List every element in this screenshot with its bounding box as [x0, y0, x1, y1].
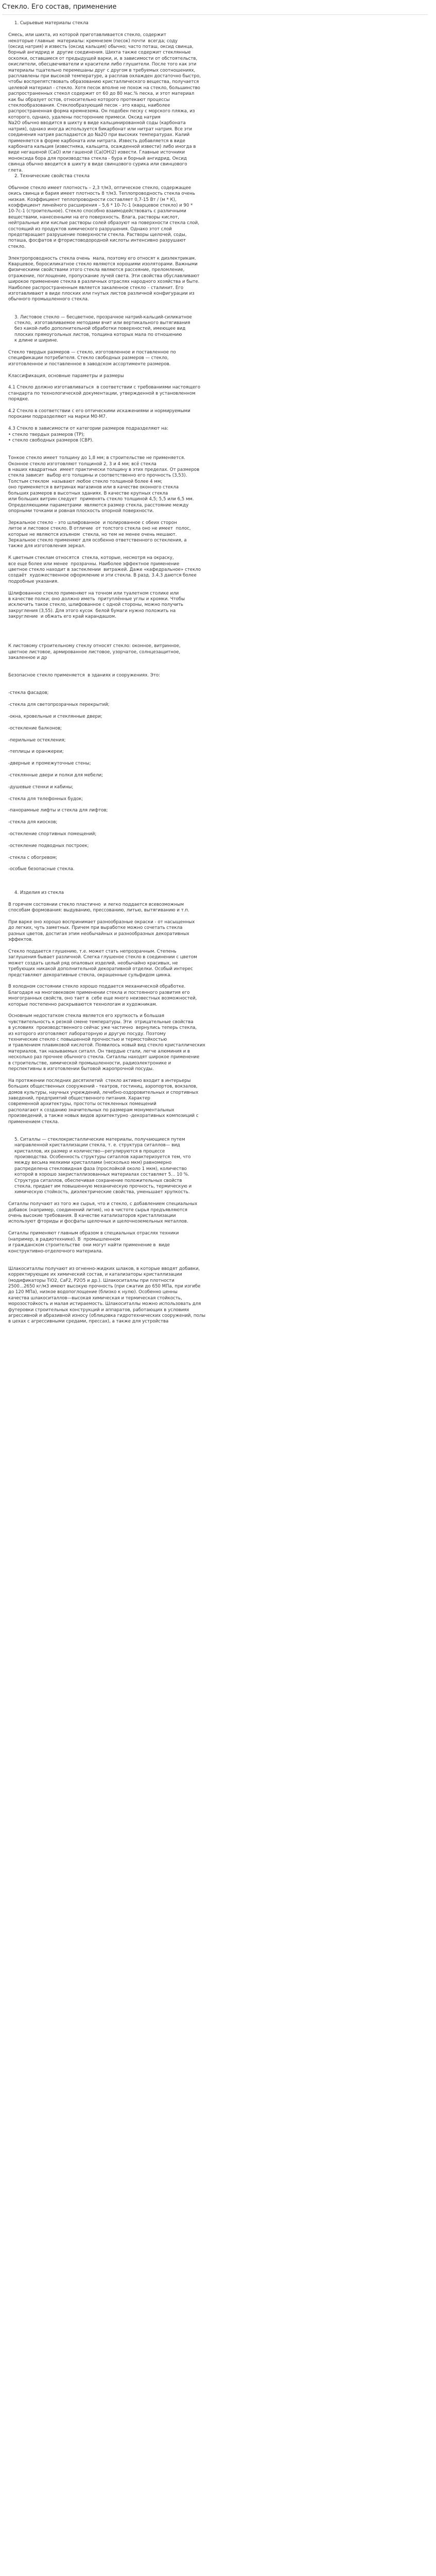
paragraph	[8, 1078, 428, 1125]
text-line: больших размеров в высотных зданиях. В качестве крупных стекла	[8, 490, 168, 496]
paragraph	[8, 984, 428, 1008]
text-line: современной архитектуры, простоты остекленных помещений	[8, 1101, 156, 1107]
paragraph	[8, 738, 428, 743]
text-line: На протяжении последних десятилетий стекло активно входит в интерьеры	[8, 1078, 191, 1083]
text-line: эффектов.	[8, 937, 33, 943]
text-line: порядке.	[8, 397, 29, 402]
text-line: -особые безопасные стекла.	[8, 867, 75, 872]
text-line: низкая. Коэффициент теплопроводности составляет 0,7-15 Вт / (м * К),	[8, 197, 177, 202]
blank-line	[8, 790, 428, 796]
text-line: целевой материал - стекло. Хотя песок вполне не похож на стекло, большинство	[8, 85, 200, 91]
text-line: в цехах с агрессивными средами, прессах), а также для устройства	[8, 1319, 169, 1325]
text-line: Смесь, или шихта, из которой приготавливается стекло, содержит	[8, 32, 166, 38]
text-line: виде негашеной (CaO) или гашеной (Ca(OH)2) извести. Главные источники	[8, 150, 185, 156]
blank-line	[8, 626, 428, 632]
text-line: чувствительность к резкой смене температуры. Эти отрицательные свойства	[8, 1019, 194, 1025]
text-line: изготовленное и поставленное в заводском ассортименте размеров.	[8, 361, 171, 367]
text-line: направленной кристаллизации стекла, т. е. структура ситаллов— вид	[14, 1143, 180, 1148]
text-line: закругления (3,55). Для этого кусок белой бумаги нужно положить на	[8, 608, 176, 614]
text-line: до 120 МПа), низкое водопоглощение (близко к нулю). Особенно ценны	[8, 1290, 178, 1295]
blank-line	[8, 403, 428, 409]
text-line: Наиболее распространенным является закаленное стекло – сталинит. Его	[8, 285, 184, 291]
text-line: 1. Сырьевые материалы стекла	[14, 21, 89, 26]
text-line: заглушения бывает различной. Слегка глушеное стекло в соединении с цветом	[8, 955, 197, 960]
text-line: как бы образует остов, относительно которого протекают процессы	[8, 97, 170, 103]
text-line: заведений, предприятий общественного питания. Характер	[8, 1096, 150, 1101]
text-line: конструктивно-отделочного материала.	[8, 1248, 103, 1254]
text-line: технические стекло с повышенной прочностью и термостойкостью	[8, 1037, 167, 1042]
paragraph	[8, 702, 428, 708]
text-line: -стекла с обогревом;	[8, 855, 58, 860]
text-line: -остекление спортивных помещений;	[8, 831, 97, 837]
text-line: стеклообразования. Стеклообразующий песок - это кварц, наиболее	[8, 103, 170, 109]
text-line: широкое применение стекла в различных отраслях народного хозяйства и быте.	[8, 279, 200, 285]
text-line: К листовому строительному стеклу относят стекло: оконное, витринное,	[8, 643, 181, 649]
paragraph	[8, 773, 428, 778]
text-line: Толстым стеклом называют любое стекло толщиной более 4 мм;	[8, 479, 163, 484]
blank-line	[8, 514, 428, 520]
text-line: • стекло твердых размеров (ТР);	[8, 432, 85, 437]
text-line: нейтральные или кислые растворы солей образуют на поверхности стекла слой,	[8, 221, 199, 226]
blank-line	[8, 878, 428, 884]
paragraph	[8, 808, 428, 814]
text-line: домов культуры, научных учреждений, лечебно-оздоровительных и спортивных	[8, 1090, 199, 1095]
text-line: цветное листовое, армированное листовое, узорчатое, солнцезащитное,	[8, 649, 181, 655]
text-line: качества шлакоситаллов—высокая химическая и термическая стойкость,	[8, 1295, 182, 1301]
text-line: применяется в форме карбоната или нитрата. Известь добавляется в виде	[8, 138, 185, 144]
text-line: Ситаллы применяют главным образом в специальных отраслях техники	[8, 1231, 179, 1236]
blank-line	[8, 837, 428, 843]
text-line: (например, в радиотехнике). В промышленном	[8, 1236, 120, 1242]
text-line: футеровки строительных конструкций и аппаратов, работающих в условиях	[8, 1307, 189, 1313]
text-line: распространенная форма кремнезема. Он подобен песку с морского пляжа, из	[8, 109, 195, 114]
text-line: 4.3 Стекло в зависимости от категории размеров подразделяют на:	[8, 426, 168, 432]
text-line: к длине и ширине.	[14, 338, 59, 344]
blank-line	[8, 708, 428, 714]
text-line: материалы тщательно перемешаны друг с другом в требуемых соотношениях,	[8, 67, 196, 73]
document-body	[8, 15, 428, 1325]
text-line: в строительстве, химической промышленности, радиоэлектронике и	[8, 1060, 171, 1066]
text-line: и гражданском строительстве они могут найти применение в виде	[8, 1243, 170, 1248]
text-line: до легких, чуть заметных. Причем при выработке можно сочетать стекла	[8, 925, 183, 931]
text-line: стекло.	[8, 244, 26, 249]
blank-line	[8, 27, 428, 32]
text-line: 2. Технические свойства стекла	[14, 173, 90, 179]
text-line: производства. Особенность структуры ситаллов характеризуется тем, что	[14, 1155, 191, 1160]
text-line: очень высокие требования. В качестве катализаторов кристаллизации	[8, 1213, 176, 1219]
text-line: -стекла для светопрозрачных перекрытий;	[8, 702, 110, 708]
text-line: морозостойкость и малая истираемость. Шлакоситаллы можно использовать для	[8, 1301, 201, 1307]
paragraph	[8, 520, 428, 550]
text-line: стекло, изготавливаемое методами вчит или вертикального вытягивания	[14, 320, 190, 326]
text-line: -окна, кровельные и стеклянные двери;	[8, 714, 102, 719]
text-line: 3. Листовое стекло — бесцветное, прозрачное натрий-кальций-силикатное	[14, 314, 192, 320]
text-line: все еще более или менее прозрачны. Наиболее эффектное применение	[8, 561, 180, 567]
blank-line	[8, 913, 428, 919]
text-line: исключить такое стекло, шлифованное с одной стороны, можно получить	[8, 602, 183, 608]
text-line: При варке оно хорошо воспринимает разнообразные окраски - от насыщенных	[8, 919, 195, 925]
text-line: Оконное стекло изготовляют толщиной 2, 3 и 4 мм; всё стекла	[8, 461, 156, 467]
text-line: оно применяется в витринах магазинов или в качестве оконного стекла	[8, 485, 179, 490]
text-line: карбоната кальция (известняка, кальцита, осажденной извести) либо иногда в	[8, 144, 196, 149]
text-line: пороками подразделяют на марки М0-М7.	[8, 414, 107, 420]
paragraph	[8, 315, 428, 344]
text-line: плоских прямоугольных листов, толщина которых мала по отношению	[14, 332, 182, 337]
paragraph	[8, 690, 428, 696]
text-line: больших общественных сооружений - театров, гостиниц, аэропортов, вокзалов,	[8, 1084, 198, 1090]
blank-line	[8, 896, 428, 902]
paragraph	[8, 455, 428, 514]
blank-line	[8, 1008, 428, 1013]
paragraph	[8, 890, 428, 896]
text-line: Безопасное стекло применяется в зданиях и сооружениях. Это:	[8, 673, 161, 679]
text-line: применением стекла.	[8, 1119, 59, 1125]
text-line: Ситаллы получают из того же сырья, что и стекло, с добавлением специальных	[8, 1201, 198, 1207]
text-line: -душевые стенки и кабины;	[8, 784, 74, 790]
text-line: (модификаторы TiO2, CaF2, P2O5 и др.). Шлакоситаллы при плотности	[8, 1278, 175, 1283]
page-title: Стекло. Его состав, применение	[2, 3, 428, 15]
paragraph	[8, 843, 428, 849]
text-line: литое и листовое стекло. В отличие от толстого стекла оно не имеет полос,	[8, 526, 191, 532]
text-line: спецификации потребителя. Стекло свободных размеров — стекло,	[8, 355, 169, 361]
paragraph	[8, 426, 428, 444]
blank-line	[8, 1125, 428, 1131]
text-line: располагают к созданию значительных по размерам монументальных	[8, 1107, 175, 1113]
text-line: В холодном состоянии стекло хорошо поддается механической обработке.	[8, 984, 186, 990]
text-line: агрессивной и абразивной износу (облицовка гидротехнических сооружений, полы	[8, 1313, 205, 1318]
text-line: распределена стекловидная фаза (прослойкой около 1 мкм), количество	[14, 1166, 187, 1172]
text-line: распространенных стекол содержит от 60 до 80 мас.% песка, и этот материал	[8, 91, 195, 97]
paragraph	[8, 832, 428, 837]
text-line: Зеркальное стекло – это шлифованное и полированное с обеих сторон	[8, 520, 177, 526]
blank-line	[8, 743, 428, 749]
blank-line	[8, 450, 428, 455]
paragraph	[8, 374, 428, 379]
text-line: физическими свойствами этого стекла являются рассеяние, преломление,	[8, 267, 185, 273]
blank-line	[8, 420, 428, 426]
text-line: -стеклянные двери и полки для мебели;	[8, 772, 103, 778]
text-line: 2500...2650 кг/м3 имеют высокую прочность (при сжатии до 650 МПа, при изгибе	[8, 1283, 201, 1289]
text-line: способам формования: выдуванию, прессованию, литью, вытягиванию и т.п.	[8, 908, 189, 913]
text-line: Na2O обычно вводится в шихту в виде кальцинированной соды (карбоната	[8, 121, 186, 126]
text-line: • стекло свободных размеров (СВР).	[8, 438, 94, 444]
paragraph	[8, 591, 428, 620]
text-line: В горячем состоянии стекло пластично и легко поддается всевозможным	[8, 902, 184, 907]
text-line: поташа, фосфатов и фтористоводородной кислоты интенсивно разрушают	[8, 238, 186, 244]
text-line: разных цветов, достигая этим необычайных и разнообразных декоративных	[8, 931, 189, 937]
blank-line	[8, 679, 428, 685]
text-line: Стекло поддается глушению, т.е. может стать непрозрачным. Степень	[8, 948, 177, 954]
text-line: химическую стойкость, диэлектрические свойства, уменьшает хрупкость.	[14, 1190, 190, 1195]
blank-line	[8, 367, 428, 373]
text-line: перспективны в изготовлении бытовой жаропрочной посуды.	[8, 1066, 154, 1072]
paragraph	[8, 761, 428, 767]
paragraph	[8, 1013, 428, 1072]
text-line: Электропроводность стекла очень мала, поэтому его относят к диэлектрикам.	[8, 256, 196, 261]
text-line: окислители, обесцвечиватели и красители либо глушители. После того как эти	[8, 62, 197, 67]
text-line: борный ангидрид и другие соединения. Шихта также содержит стеклянные	[8, 50, 191, 56]
blank-line	[8, 732, 428, 737]
blank-line	[8, 638, 428, 643]
text-line: кристаллов, их размер и количество—регулируются в процессе	[14, 1148, 165, 1154]
text-line: К цветным стеклам относятся стекла, которые, несмотря на окраску,	[8, 555, 174, 561]
text-line: -стекла для киосков;	[8, 820, 58, 825]
text-line: окись свинца и бария имеет плотность 8 т/м3. Теплопроводность стекла очень	[8, 191, 195, 197]
blank-line	[8, 778, 428, 784]
text-line: или больших витрин следует применять стекло толщиной 4,5; 5,5 или 6,5 мм.	[8, 497, 194, 502]
text-line: изготавливают в виде плоских или гнутых листов различной конфигурации из	[8, 291, 195, 297]
blank-line	[8, 179, 428, 185]
text-line: -теплицы и оранжереи;	[8, 749, 64, 755]
paragraph	[8, 820, 428, 825]
blank-line	[8, 1072, 428, 1078]
blank-line	[8, 978, 428, 984]
text-line: отражение, поглощение, пропускание лучей света. Эти свойства обуславливают	[8, 273, 200, 279]
text-line: -остекление подводных построек;	[8, 843, 89, 849]
text-line: предотвращает разрушение поверхности стекла. Растворы щелочей, соды,	[8, 232, 187, 238]
blank-line	[8, 826, 428, 832]
text-line: 4.1 Стекло должно изготавливаться в соответствии с требованиями настоящего	[8, 385, 201, 391]
paragraph	[8, 902, 428, 914]
text-line: между весьма мелкими кристаллами (несколько мкм) равномерно	[14, 1160, 172, 1166]
text-line: -остекление балконов;	[8, 725, 62, 731]
blank-line	[8, 667, 428, 673]
blank-line	[8, 720, 428, 725]
paragraph	[8, 174, 428, 179]
paragraph	[8, 643, 428, 661]
text-line: коэффициент линейного расширения – 5,6 * 10-7с-1 (кварцевое стекло) и 90 *	[8, 202, 193, 208]
blank-line	[8, 1255, 428, 1260]
paragraph	[8, 555, 428, 585]
text-line: -дверные и промежуточные стены;	[8, 761, 91, 767]
text-line: 5. Ситаллы — стеклокристаллические материалы, получающиеся путем	[14, 1137, 185, 1142]
text-line: -стекла для телефонных будок;	[8, 796, 83, 802]
text-line: (оксид натрия) и известь (оксид кальция) обычно; часто поташ, оксид свинца,	[8, 44, 194, 49]
blank-line	[8, 884, 428, 890]
paragraph	[8, 673, 428, 679]
blank-line	[8, 309, 428, 314]
text-line: произведений, а также новых видов архитектурно -декоративных композиций с	[8, 1113, 199, 1119]
paragraph	[8, 749, 428, 755]
paragraph	[8, 785, 428, 790]
text-line: осколки, оставшиеся от предыдущей варки, и, в зависимости от обстоятельств,	[8, 56, 198, 61]
text-line: в качестве полки; оно должно иметь притуплённые углы и кромки. Чтобы	[8, 596, 185, 602]
blank-line	[8, 1131, 428, 1137]
text-line: которого, однако, удалены посторонние примеси. Оксид натрия	[8, 114, 161, 120]
paragraph	[8, 1201, 428, 1225]
text-line: веществами, нанесенными на его поверхность. Влага, растворы кислот,	[8, 214, 179, 220]
blank-line	[8, 943, 428, 949]
paragraph	[8, 726, 428, 732]
paragraph	[8, 350, 428, 367]
blank-line	[8, 1196, 428, 1201]
text-line: 4.2 Стекло в соответствии с его оптическими искажениями и нормируемыми	[8, 409, 190, 414]
text-line: опорными точками и ровная плоскость опорной поверхности.	[8, 508, 154, 514]
blank-line	[8, 755, 428, 761]
blank-line	[8, 344, 428, 350]
text-line: из которого изготовляют лабораторную и другую посуду. Поэтому	[8, 1031, 166, 1037]
text-line: корректирующие их химический состав, и катализаторы кристаллизации	[8, 1272, 182, 1278]
blank-line	[8, 861, 428, 867]
blank-line	[8, 444, 428, 449]
text-line: может создать целый ряд опаловых изделий, необычайно красивых, не	[8, 960, 178, 966]
text-line: 4. Изделия из стекла	[14, 890, 64, 895]
paragraph	[8, 185, 428, 250]
text-line: моноксида бора для производства стекла - бура и борный ангидрид. Оксид	[8, 156, 187, 161]
text-line: Стекло твердых размеров — стекло, изготовленное и поставленное по	[8, 350, 176, 355]
text-line: Обычное стекло имеет плотность – 2,3 т/м3, оптическое стекло, содержащее	[8, 185, 191, 191]
paragraph	[8, 855, 428, 861]
text-line: требующих никакой дополнительной декоративной отделки. Особый интерес	[8, 967, 193, 972]
blank-line	[8, 849, 428, 855]
text-line: Классификация, основные параметры и размеры	[8, 373, 124, 379]
text-line: и травлением плавиковой кислотой. Появилось новый вид стекло кристаллических	[8, 1043, 205, 1048]
text-line: Зеркальное стекло применяют для особенно ответственного остекления, а	[8, 537, 187, 543]
blank-line	[8, 661, 428, 667]
blank-line	[8, 585, 428, 590]
blank-line	[8, 814, 428, 820]
text-line: стекла, придает им повышенную механическую прочность, термическую и	[14, 1184, 192, 1190]
paragraph	[8, 1266, 428, 1325]
text-line: Шлакоситаллы получают из огненно-жидких шлаков, в которые вводят добавки,	[8, 1266, 200, 1272]
paragraph	[8, 1137, 428, 1196]
paragraph	[8, 32, 428, 174]
blank-line	[8, 15, 428, 21]
paragraph	[8, 385, 428, 402]
text-line: используют фториды и фосфаты щелочных и щелочноземельных металлов.	[8, 1219, 188, 1225]
text-line: -перильные остекления;	[8, 737, 66, 743]
text-line: создаёт художественное оформление и эти стекла. В разд. 3.4.3 даются более	[8, 573, 197, 579]
text-line: расплавлены при высокой температуре, а расплав охлажден достаточно быстро,	[8, 74, 201, 79]
text-line: свинца обычно вводится в шихту в виде свинцового сурика или свинцового	[8, 162, 187, 167]
text-line: Тонкое стекло имеет толщину до 1,8 мм; в строительстве не применяется.	[8, 455, 185, 461]
text-line: представляют декоративные стекла, окрашенные сульфидом цинка.	[8, 972, 172, 978]
blank-line	[8, 1225, 428, 1231]
blank-line	[8, 620, 428, 626]
text-line: материалов, так называемых ситалл. Он твердые стали, легче алюминия и в	[8, 1048, 190, 1054]
text-line: 10-7с-1 (строительное). Стекло способно взаимодействовать с различными	[8, 209, 186, 214]
text-line: состоящий из продуктов химического разрушения. Однако этот слой	[8, 226, 172, 232]
text-line: несколько раз прочнее обычного стекла. Ситаллы находят широкое применение	[8, 1055, 200, 1060]
text-line: стандарта по технологической документации, утвержденной в установленном	[8, 391, 196, 396]
text-line: обычного промышленного стекла.	[8, 297, 89, 302]
text-line: -стекла фасадов;	[8, 690, 49, 696]
paragraph	[8, 796, 428, 802]
text-line: Шлифованное стекло применяют на точном или туалетном столике или	[8, 590, 179, 596]
text-line: которой в хорошо закристаллизованных материалах составляет 5... 10 %.	[14, 1172, 189, 1178]
text-line: закаленное и др	[8, 655, 47, 660]
paragraph	[8, 920, 428, 943]
text-line: стекла зависит выбор его толщины и соответственно его прочность (3,53).	[8, 473, 187, 479]
paragraph	[8, 21, 428, 26]
blank-line	[8, 550, 428, 555]
blank-line	[8, 1260, 428, 1266]
text-line: Благодаря на многовековом применении стекла и постоянного развития его	[8, 990, 190, 995]
text-line: натрия), однако иногда используется бикарбонат или нитрат натрия. Все эти	[8, 126, 192, 132]
text-line: некоторые главные материалы: кремнезем (песок) почти всегда; соду	[8, 38, 178, 44]
paragraph	[8, 256, 428, 303]
text-line: соединения натрия распадаются до Na2O при высоких температурах. Калий	[8, 132, 190, 138]
paragraph	[8, 409, 428, 420]
paragraph	[8, 1231, 428, 1255]
text-line: добавок (например, соединений лития), но в чистоте сырья предъявляются	[8, 1207, 187, 1213]
text-line: в условиях производственного сейчас уже частично вернулись теперь стекла,	[8, 1025, 197, 1031]
paragraph	[8, 867, 428, 872]
document-page	[0, 3, 436, 1325]
text-line: Основным недостатком стекла является его хрупкость и большая	[8, 1013, 165, 1019]
text-line: без какой-либо дополнительной обработки поверхностей, имеющее вид	[14, 326, 186, 332]
text-line: которые не являются изъяном стекла, но тем не менее очень мешают.	[8, 532, 177, 537]
blank-line	[8, 767, 428, 773]
text-line: Определяющими параметрами являются размер стекла, расстояние между	[8, 502, 189, 508]
blank-line	[8, 379, 428, 385]
text-line: закругление и обжать его край карандашом.	[8, 614, 116, 620]
blank-line	[8, 303, 428, 309]
text-line: подробные указания.	[8, 579, 59, 584]
blank-line	[8, 632, 428, 637]
text-line: в наших квадратных имеет практически толщину в этих пределах. От размеров	[8, 467, 200, 473]
text-line: многогранных свойств, оно тает в себе еще много неизвестных возможностей,	[8, 996, 197, 1002]
text-line: глета.	[8, 167, 23, 173]
blank-line	[8, 873, 428, 878]
text-line: Кварцевое, боросиликатное стекло являются хорошими изоляторами. Важными	[8, 262, 198, 267]
text-line: которые постепенно раскрываются технологам и художникам.	[8, 1002, 158, 1007]
text-line: также для изготовления зеркал.	[8, 544, 85, 549]
paragraph	[8, 714, 428, 720]
text-line: чтобы воспрепятствовать образованию кристаллического вещества, получается	[8, 79, 199, 85]
blank-line	[8, 802, 428, 808]
blank-line	[8, 685, 428, 690]
text-line: -панорамные лифты и стекла для лифтов;	[8, 808, 108, 814]
blank-line	[8, 697, 428, 702]
text-line: цветное стекло находит в застеклении витражей. Даже «кафедральное» стекло	[8, 567, 201, 572]
text-line: Структура ситаллов, обеспечивая сохранение положительных свойств	[14, 1178, 182, 1183]
paragraph	[8, 949, 428, 978]
blank-line	[8, 250, 428, 256]
